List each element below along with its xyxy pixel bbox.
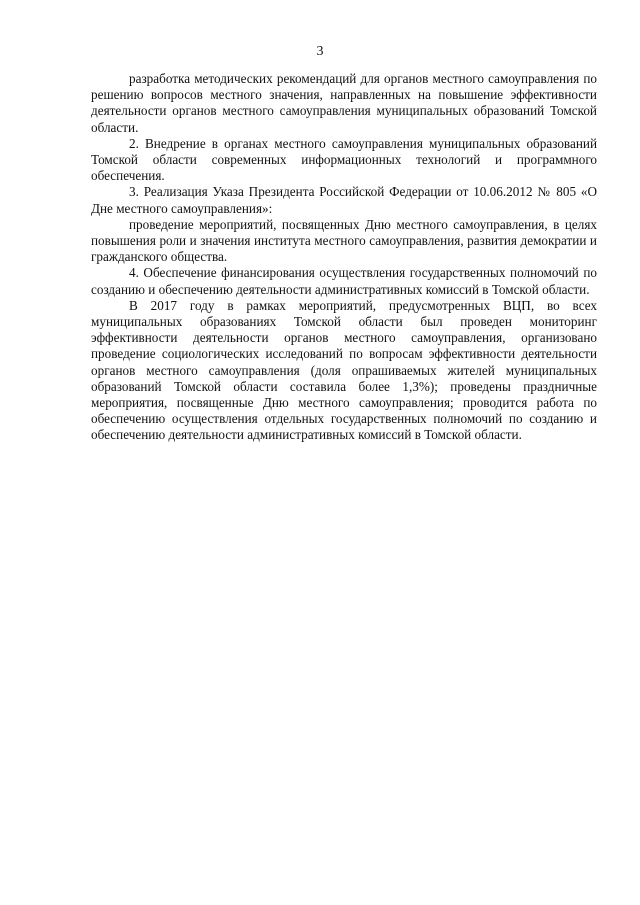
paragraph-methodical-recommendations: разработка методических рекомендаций для органов местного самоуправления по решению вопросов местного значения, направленных на повышение эффективности деятельности органов местного самоуправления муниципальных образований Томской области.: [91, 71, 597, 135]
paragraph-item-3-decree: 3. Реализация Указа Президента Российской Федерации от 10.06.2012 № 805 «О Дне местного самоуправления»:: [91, 184, 597, 216]
document-body: [91, 71, 597, 444]
paragraph-item-4-financing: 4. Обеспечение финансирования осуществления государственных полномочий по созданию и обеспечению деятельности административных комиссий в Томской области.: [91, 265, 597, 297]
paragraph-2017-results: В 2017 году в рамках мероприятий, предусмотренных ВЦП, во всех муниципальных образованиях Томской области был проведен мониторинг эффективности деятельности органов местного самоуправления, организовано проведение социологических исследований по вопросам эффективности деятельности органов местного самоуправления (доля опрашиваемых жителей муниципальных образований Томской области составила более 1,3%); проведены праздничные мероприятия, посвященные Дню местного самоуправления; проводится работа по обеспечению осуществления отдельных государственных полномочий по созданию и обеспечению деятельности административных комиссий в Томской области.: [91, 297, 597, 443]
paragraph-celebration-events: проведение мероприятий, посвященных Дню местного самоуправления, в целях повышения роли и значения института местного самоуправления, развития демократии и гражданского общества.: [91, 216, 597, 265]
paragraph-item-2-it-introduction: 2. Внедрение в органах местного самоуправления муниципальных образований Томской области современных информационных технологий и программного обеспечения.: [91, 135, 597, 184]
page-number: 3: [316, 44, 324, 59]
